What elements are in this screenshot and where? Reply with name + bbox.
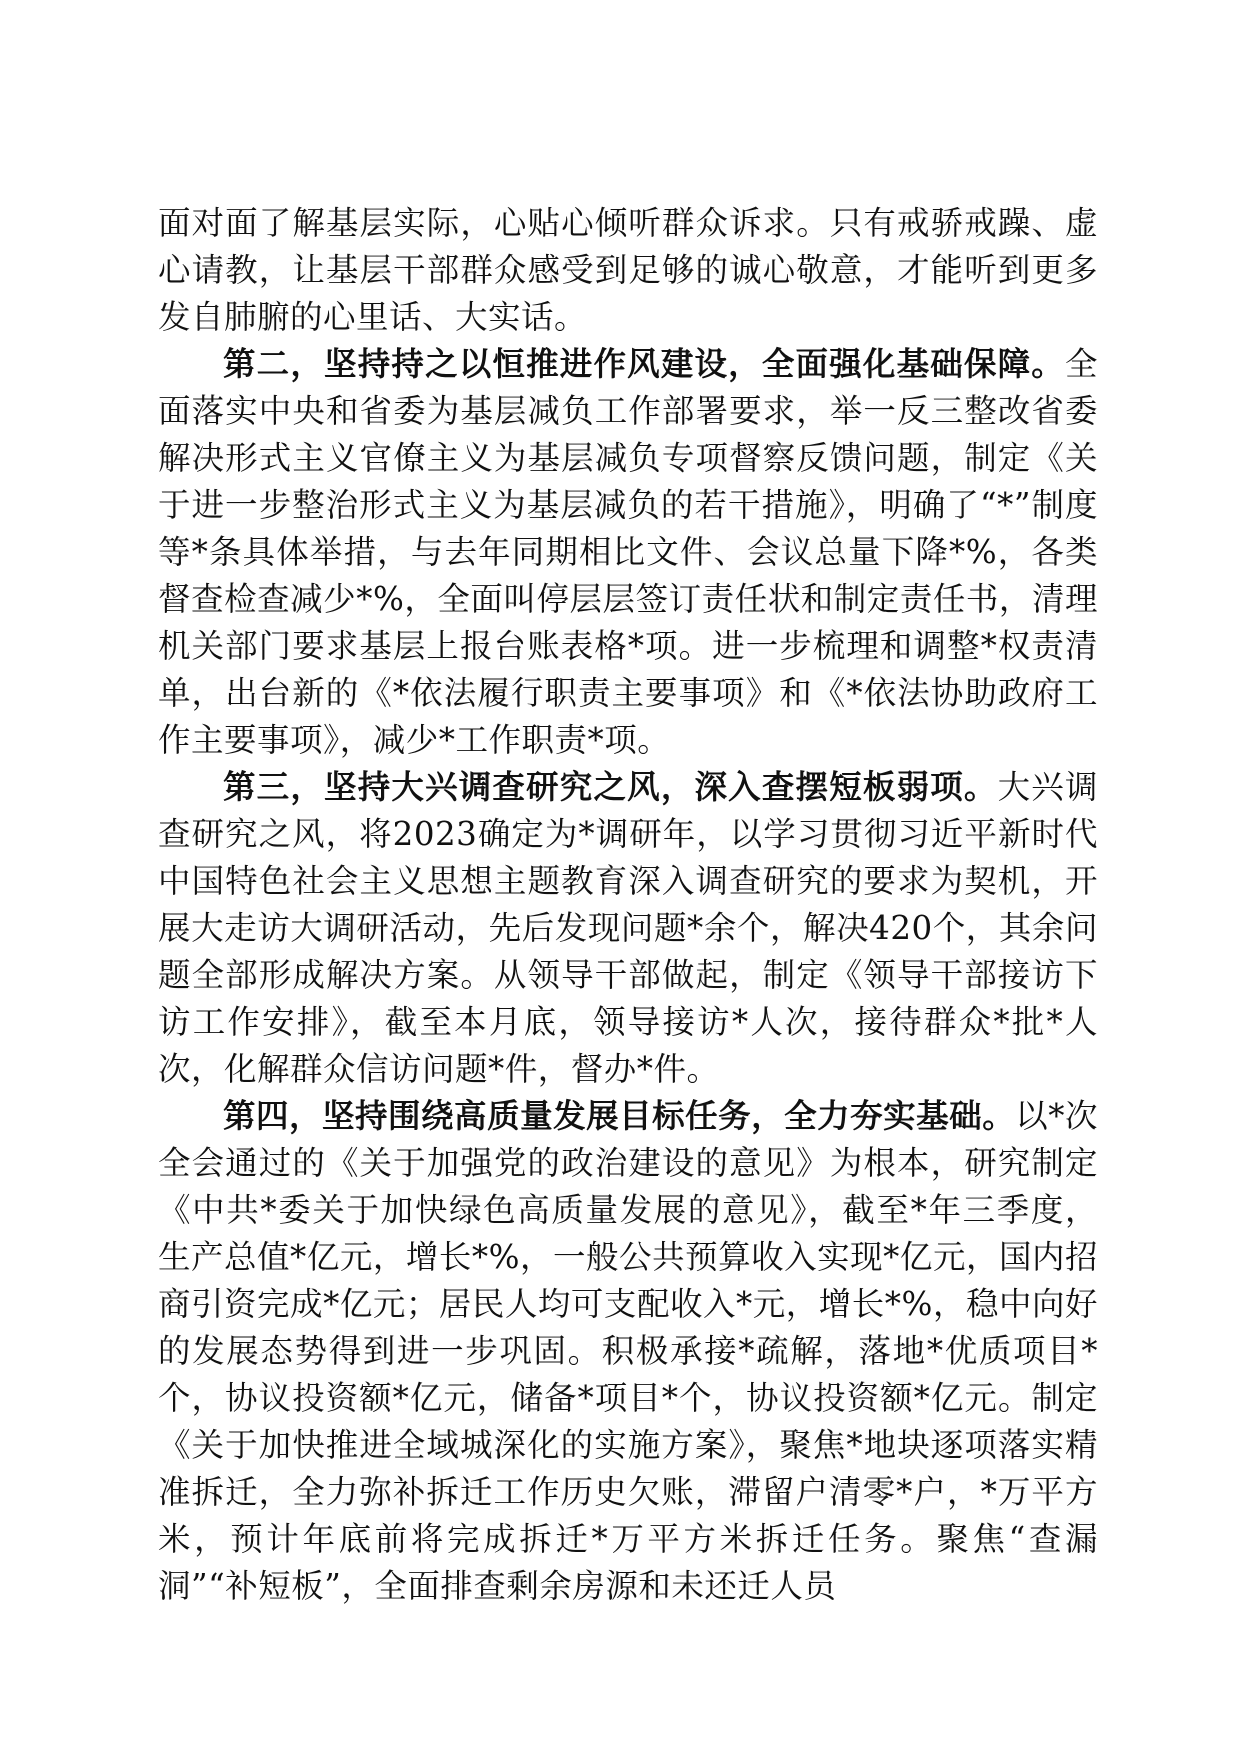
paragraph-4-heading: 第四，坚持围绕高质量发展目标任务，全力夯实基础。 xyxy=(223,1097,1016,1135)
paragraph-3-body: 大兴调查研究之风，将2023确定为*调研年，以学习贯彻习近平新时代中国特色社会主义思想主题教育深入调查研究的要求为契机，开展大走访大调研活动，先后发现问题*余个，解决420个，其余问题全部形成解决方案。从领导干部做起，制定《领导干部接访下访工作安排》，截至本月底，领导接访*人次，接待群众*批*人次，化解群众信访问题*件，督办*件。 xyxy=(158,768,1098,1088)
paragraph-3-heading: 第三，坚持大兴调查研究之风，深入查摆短板弱项。 xyxy=(223,768,998,806)
paragraph-3 xyxy=(158,764,1098,1093)
document-body xyxy=(158,200,1098,1610)
paragraph-1-body: 面对面了解基层实际，心贴心倾听群众诉求。只有戒骄戒躁、虚心请教，让基层干部群众感受到足够的诚心敬意，才能听到更多发自肺腑的心里话、大实话。 xyxy=(158,204,1098,336)
paragraph-1 xyxy=(158,200,1098,341)
paragraph-2-body: 全面落实中央和省委为基层减负工作部署要求，举一反三整改省委解决形式主义官僚主义为基层减负专项督察反馈问题，制定《关于进一步整治形式主义为基层减负的若干措施》，明确了“*”制度等*条具体举措，与去年同期相比文件、会议总量下降*%，各类督查检查减少*%，全面叫停层层签订责任状和制定责任书，清理机关部门要求基层上报台账表格*项。进一步梳理和调整*权责清单，出台新的《*依法履行职责主要事项》和《*依法协助政府工作主要事项》，减少*工作职责*项。 xyxy=(158,345,1098,759)
paragraph-4-body: 以*次全会通过的《关于加强党的政治建设的意见》为根本，研究制定《中共*委关于加快绿色高质量发展的意见》，截至*年三季度，生产总值*亿元，增长*%，一般公共预算收入实现*亿元，国内招商引资完成*亿元；居民人均可支配收入*元，增长*%，稳中向好的发展态势得到进一步巩固。积极承接*疏解，落地*优质项目*个，协议投资额*亿元，储备*项目*个，协议投资额*亿元。制定《关于加快推进全域城深化的实施方案》，聚焦*地块逐项落实精准拆迁，全力弥补拆迁工作历史欠账，滞留户清零*户，*万平方米，预计年底前将完成拆迁*万平方米拆迁任务。聚焦“查漏洞”“补短板”，全面排查剩余房源和未还迁人员 xyxy=(158,1097,1098,1605)
paragraph-2-heading: 第二，坚持持之以恒推进作风建设，全面强化基础保障。 xyxy=(223,345,1065,383)
paragraph-2 xyxy=(158,341,1098,764)
paragraph-4 xyxy=(158,1093,1098,1610)
